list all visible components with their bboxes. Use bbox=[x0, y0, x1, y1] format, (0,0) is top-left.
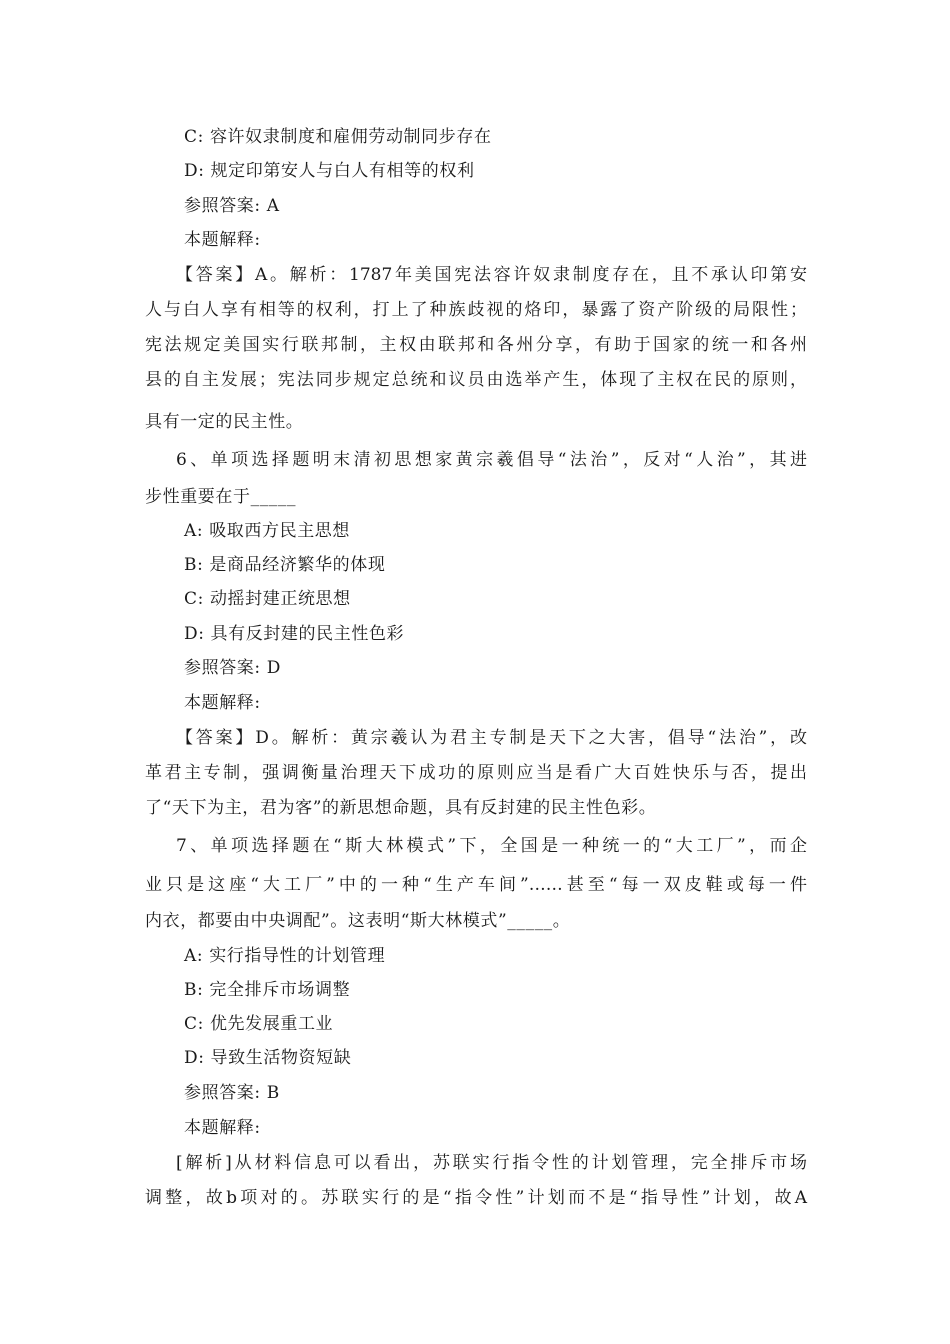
q6-question-line: 6、单项选择题明末清初思想家黄宗羲倡导“法治”，反对“人治”，其进 bbox=[176, 450, 807, 470]
q7-option-c: C: 优先发展重工业 bbox=[184, 1014, 334, 1034]
q5-option-d: D: 规定印第安人与白人有相等的权利 bbox=[184, 161, 475, 181]
q7-option-b: B: 完全排斥市场调整 bbox=[184, 980, 351, 1000]
q5-explain-line: 具有一定的民主性。 bbox=[145, 412, 304, 432]
q6-question-line: 步性重要在于_____ bbox=[145, 487, 297, 507]
q7-question-line: 业只是这座“大工厂”中的一种“生产车间”……甚至“每一双皮鞋或每一件 bbox=[145, 875, 807, 895]
q5-explain-line: 【答案】A。解析：1787年美国宪法容许奴隶制度存在，且不承认印第安 bbox=[176, 265, 807, 285]
q6-option-b: B: 是商品经济繁华的体现 bbox=[184, 555, 386, 575]
q7-question-line: 7、单项选择题在“斯大林模式”下，全国是一种统一的“大工厂”，而企 bbox=[176, 836, 807, 856]
q5-option-c: C: 容许奴隶制度和雇佣劳动制同步存在 bbox=[184, 127, 492, 147]
q6-option-c: C: 动摇封建正统思想 bbox=[184, 589, 351, 609]
q5-explain-label: 本题解释: bbox=[184, 230, 261, 250]
q6-explain-label: 本题解释: bbox=[184, 693, 261, 713]
q7-answer: 参照答案: B bbox=[184, 1083, 280, 1103]
q5-answer: 参照答案: A bbox=[184, 196, 280, 216]
q7-option-a: A: 实行指导性的计划管理 bbox=[184, 946, 386, 966]
q7-question-line: 内衣，都要由中央调配”。这表明“斯大林模式”_____。 bbox=[145, 911, 571, 931]
q6-answer: 参照答案: D bbox=[184, 658, 281, 678]
q5-explain-line: 宪法规定美国实行联邦制，主权由联邦和各州分享，有助于国家的统一和各州 bbox=[145, 335, 807, 355]
q6-explain-line: 【答案】D。解析：黄宗羲认为君主专制是天下之大害，倡导“法治”，改 bbox=[176, 728, 807, 748]
q5-explain-line: 人与白人享有相等的权利，打上了种族歧视的烙印，暴露了资产阶级的局限性； bbox=[145, 300, 807, 320]
q6-explain-line: 革君主专制，强调衡量治理天下成功的原则应当是看广大百姓快乐与否，提出 bbox=[145, 763, 807, 783]
q5-explain-line: 县的自主发展；宪法同步规定总统和议员由选举产生，体现了主权在民的原则， bbox=[145, 370, 807, 390]
q6-explain-line: 了“天下为主，君为客”的新思想命题，具有反封建的民主性色彩。 bbox=[145, 798, 657, 818]
q7-explain-line: 调整，故b项对的。苏联实行的是“指令性”计划而不是“指导性”计划，故A bbox=[145, 1188, 807, 1208]
q7-option-d: D: 导致生活物资短缺 bbox=[184, 1048, 352, 1068]
q7-explain-label: 本题解释: bbox=[184, 1118, 261, 1138]
q7-explain-line: [解析]从材料信息可以看出，苏联实行指令性的计划管理，完全排斥市场 bbox=[176, 1153, 807, 1173]
q6-option-a: A: 吸取西方民主思想 bbox=[184, 521, 351, 541]
q6-option-d: D: 具有反封建的民主性色彩 bbox=[184, 624, 405, 644]
